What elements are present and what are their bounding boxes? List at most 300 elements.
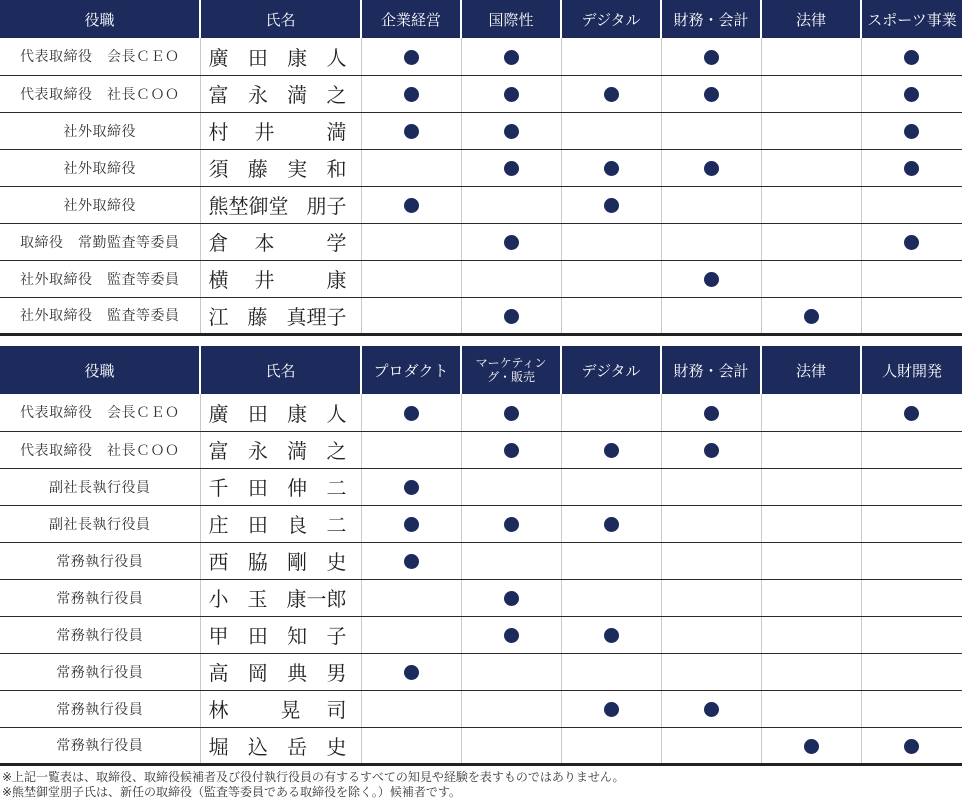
person-name	[209, 79, 347, 108]
name-part: 子	[326, 624, 347, 648]
header-skill: デジタル	[561, 346, 661, 394]
skill-cell	[361, 260, 461, 297]
table-row	[0, 690, 962, 727]
name-part: 江	[208, 304, 229, 329]
skill-cell	[461, 542, 561, 579]
skill-cell	[761, 38, 861, 75]
name-cell	[200, 186, 361, 223]
skill-dot-icon	[504, 443, 519, 458]
skill-cell	[361, 727, 461, 764]
name-part: 田	[247, 476, 268, 500]
role-cell: 社外取締役	[0, 112, 200, 149]
skill-dot-icon	[404, 554, 419, 569]
skill-cell	[861, 690, 962, 727]
skill-cell	[761, 542, 861, 579]
skill-dot-icon	[404, 50, 419, 65]
table-row	[0, 616, 962, 653]
name-cell	[200, 112, 361, 149]
table-row	[0, 112, 962, 149]
skill-dot-icon	[704, 443, 719, 458]
role-cell: 常務執行役員	[0, 616, 200, 653]
skill-dot-icon	[704, 406, 719, 421]
skill-dot-icon	[504, 517, 519, 532]
name-part: 真理子	[286, 304, 347, 329]
name-cell	[200, 223, 361, 260]
skill-cell	[461, 186, 561, 223]
skill-dot-icon	[404, 124, 419, 139]
skill-dot-icon	[604, 628, 619, 643]
table-row	[0, 505, 962, 542]
skill-dot-icon	[904, 235, 919, 250]
skill-cell	[661, 112, 761, 149]
role-cell: 常務執行役員	[0, 690, 200, 727]
skill-dot-icon	[704, 161, 719, 176]
table-row	[0, 727, 962, 764]
name-cell	[200, 394, 361, 431]
role-cell: 社外取締役	[0, 186, 200, 223]
footnotes	[2, 770, 625, 800]
name-part: 堀	[208, 734, 229, 759]
executive-skill-matrix-table	[0, 346, 962, 766]
name-part: 和	[326, 157, 347, 181]
skill-cell	[561, 505, 661, 542]
skill-cell	[661, 690, 761, 727]
role-cell: 常務執行役員	[0, 579, 200, 616]
skill-cell	[861, 542, 962, 579]
skill-cell	[761, 727, 861, 764]
skill-cell	[561, 653, 661, 690]
skill-cell	[761, 112, 861, 149]
name-part: 伸	[287, 476, 308, 500]
skill-dot-icon	[704, 272, 719, 287]
skill-cell	[861, 186, 962, 223]
role-cell: 副社長執行役員	[0, 468, 200, 505]
skill-cell	[761, 260, 861, 297]
skill-cell	[861, 579, 962, 616]
name-part: 高	[208, 661, 229, 685]
skill-cell	[561, 579, 661, 616]
skill-cell	[761, 75, 861, 112]
skill-cell	[761, 468, 861, 505]
table-row	[0, 186, 962, 223]
skill-cell	[861, 149, 962, 186]
skill-cell	[461, 38, 561, 75]
name-part: 二	[326, 476, 347, 500]
person-name	[209, 731, 347, 760]
name-part: 脇	[247, 550, 268, 574]
skill-cell	[561, 38, 661, 75]
name-cell	[200, 542, 361, 579]
person-name	[209, 398, 347, 427]
skill-cell	[461, 468, 561, 505]
skill-cell	[561, 297, 661, 334]
name-part: 満	[326, 120, 347, 144]
name-cell	[200, 690, 361, 727]
skill-cell	[361, 431, 461, 468]
name-part: 之	[326, 83, 347, 107]
name-part: 倉	[208, 231, 229, 255]
skill-cell	[661, 579, 761, 616]
person-name	[209, 583, 347, 612]
header-skill: マーケティング・販売	[461, 346, 561, 394]
skill-dot-icon	[604, 702, 619, 717]
skill-cell	[361, 394, 461, 431]
name-part: 千	[208, 476, 229, 500]
role-cell: 常務執行役員	[0, 653, 200, 690]
skill-cell	[861, 112, 962, 149]
name-cell	[200, 297, 361, 334]
skill-cell	[361, 653, 461, 690]
name-cell	[200, 616, 361, 653]
table-row	[0, 579, 962, 616]
name-cell	[200, 38, 361, 75]
role-cell: 代表取締役 会長ＣＥＯ	[0, 394, 200, 431]
skill-cell	[861, 431, 962, 468]
name-part: 熊埜御堂	[208, 194, 289, 218]
skill-cell	[861, 297, 962, 334]
skill-dot-icon	[404, 517, 419, 532]
name-part: 康	[326, 268, 347, 292]
skill-dot-icon	[604, 517, 619, 532]
skill-dot-icon	[504, 161, 519, 176]
skill-cell	[361, 75, 461, 112]
name-part: 永	[247, 83, 268, 107]
skill-cell	[761, 223, 861, 260]
skill-cell	[361, 690, 461, 727]
person-name	[209, 227, 347, 256]
name-part: 人	[326, 45, 347, 70]
table-row	[0, 431, 962, 468]
skill-dot-icon	[404, 480, 419, 495]
person-name	[209, 190, 347, 219]
skill-cell	[361, 38, 461, 75]
skill-cell	[661, 260, 761, 297]
table-row	[0, 38, 962, 75]
skill-dot-icon	[804, 309, 819, 324]
name-part: 田	[247, 45, 268, 70]
header-skill: 国際性	[461, 0, 561, 38]
table-body	[0, 394, 962, 764]
skill-cell	[361, 579, 461, 616]
table-row	[0, 149, 962, 186]
name-cell	[200, 579, 361, 616]
skill-dot-icon	[604, 87, 619, 102]
skill-cell	[461, 260, 561, 297]
name-part: 康	[287, 45, 308, 70]
name-part: 朋子	[306, 194, 347, 218]
name-part: 西	[208, 550, 229, 574]
skill-cell	[661, 468, 761, 505]
skill-cell	[461, 149, 561, 186]
skill-cell	[461, 394, 561, 431]
skill-cell	[761, 297, 861, 334]
skill-cell	[461, 653, 561, 690]
name-cell	[200, 260, 361, 297]
skill-cell	[561, 112, 661, 149]
skill-cell	[561, 394, 661, 431]
skill-cell	[661, 727, 761, 764]
table-body	[0, 38, 962, 334]
header-skill: 法律	[761, 0, 861, 38]
skill-cell	[461, 431, 561, 468]
name-part: 史	[326, 550, 347, 574]
skill-cell	[561, 260, 661, 297]
role-cell: 社外取締役	[0, 149, 200, 186]
skill-cell	[761, 394, 861, 431]
header-skill: 人財開発	[861, 346, 962, 394]
name-part: 富	[208, 439, 229, 463]
skill-dot-icon	[504, 309, 519, 324]
name-part: 満	[287, 83, 308, 107]
skill-cell	[561, 727, 661, 764]
skill-cell	[861, 223, 962, 260]
table-row	[0, 468, 962, 505]
skill-cell	[461, 75, 561, 112]
skill-dot-icon	[904, 87, 919, 102]
name-part: 田	[247, 513, 268, 537]
name-part: 剛	[287, 550, 308, 574]
skill-dot-icon	[504, 235, 519, 250]
skill-cell	[661, 186, 761, 223]
skill-dot-icon	[904, 161, 919, 176]
skill-cell	[561, 431, 661, 468]
skill-cell	[661, 505, 761, 542]
skill-dot-icon	[504, 591, 519, 606]
skill-cell	[561, 149, 661, 186]
skill-cell	[761, 579, 861, 616]
skill-cell	[361, 223, 461, 260]
name-part: 典	[287, 661, 308, 685]
skill-dot-icon	[404, 198, 419, 213]
skill-dot-icon	[504, 406, 519, 421]
name-part: 岳	[287, 734, 308, 759]
skill-cell	[861, 727, 962, 764]
skill-cell	[861, 616, 962, 653]
skill-cell	[461, 579, 561, 616]
table-header-row	[0, 346, 962, 394]
skill-cell	[761, 431, 861, 468]
name-cell	[200, 653, 361, 690]
name-part: 二	[326, 513, 347, 537]
skill-dot-icon	[704, 702, 719, 717]
name-part: 藤	[247, 157, 268, 181]
name-part: 井	[254, 268, 275, 292]
skill-cell	[361, 542, 461, 579]
skill-cell	[761, 690, 861, 727]
person-name	[209, 153, 347, 182]
role-cell: 常務執行役員	[0, 727, 200, 764]
skill-dot-icon	[904, 124, 919, 139]
role-cell: 常務執行役員	[0, 542, 200, 579]
skill-cell	[861, 505, 962, 542]
name-part: 田	[247, 401, 268, 426]
header-role: 役職	[0, 346, 200, 394]
skill-cell	[661, 297, 761, 334]
footnote: ※熊埜御堂朋子氏は、新任の取締役（監査等委員である取締役を除く。）候補者です。	[2, 785, 461, 799]
skill-cell	[761, 653, 861, 690]
skill-dot-icon	[404, 665, 419, 680]
skill-cell	[661, 223, 761, 260]
skill-cell	[761, 505, 861, 542]
name-part: 藤	[247, 304, 268, 329]
skill-cell	[861, 468, 962, 505]
skill-cell	[461, 297, 561, 334]
header-skill: 財務・会計	[661, 346, 761, 394]
name-cell	[200, 727, 361, 764]
name-part: 玉	[247, 587, 268, 611]
header-skill: プロダクト	[361, 346, 461, 394]
skill-dot-icon	[904, 50, 919, 65]
person-name	[209, 509, 347, 538]
skill-dot-icon	[504, 124, 519, 139]
name-part: 庄	[208, 513, 229, 537]
skill-cell	[361, 616, 461, 653]
name-cell	[200, 75, 361, 112]
skill-cell	[361, 505, 461, 542]
skill-cell	[661, 616, 761, 653]
name-part: 廣	[208, 45, 229, 70]
header-skill: 財務・会計	[661, 0, 761, 38]
skill-cell	[661, 653, 761, 690]
table-row	[0, 223, 962, 260]
skill-dot-icon	[904, 406, 919, 421]
header-role: 役職	[0, 0, 200, 38]
table-row	[0, 542, 962, 579]
name-part: 甲	[208, 624, 229, 648]
skill-dot-icon	[504, 50, 519, 65]
skill-cell	[661, 149, 761, 186]
name-part: 林	[208, 698, 229, 722]
skill-dot-icon	[504, 628, 519, 643]
role-cell: 社外取締役 監査等委員	[0, 297, 200, 334]
footnote: ※上記一覧表は、取締役、取締役候補者及び役付執行役員の有するすべての知見や経験を表すものではありません。	[2, 770, 625, 784]
name-part: 満	[287, 439, 308, 463]
person-name	[209, 657, 347, 686]
person-name	[209, 694, 347, 723]
person-name	[209, 264, 347, 293]
header-skill: 企業経営	[361, 0, 461, 38]
skill-cell	[361, 112, 461, 149]
skill-cell	[761, 616, 861, 653]
skill-dot-icon	[804, 739, 819, 754]
table-row	[0, 653, 962, 690]
role-cell: 副社長執行役員	[0, 505, 200, 542]
person-name	[209, 546, 347, 575]
person-name	[209, 472, 347, 501]
skill-cell	[361, 297, 461, 334]
role-cell: 代表取締役 会長ＣＥＯ	[0, 38, 200, 75]
header-name: 氏名	[200, 346, 361, 394]
name-part: 横	[208, 268, 229, 292]
name-cell	[200, 149, 361, 186]
skill-cell	[661, 75, 761, 112]
header-name: 氏名	[200, 0, 361, 38]
skill-dot-icon	[404, 87, 419, 102]
name-part: 学	[326, 231, 347, 255]
name-part: 晃	[280, 698, 301, 722]
skill-cell	[561, 223, 661, 260]
skill-dot-icon	[604, 443, 619, 458]
name-cell	[200, 505, 361, 542]
skill-dot-icon	[704, 87, 719, 102]
skill-cell	[861, 260, 962, 297]
header-skill: 法律	[761, 346, 861, 394]
skill-dot-icon	[504, 87, 519, 102]
skill-dot-icon	[904, 739, 919, 754]
skill-cell	[461, 505, 561, 542]
skill-cell	[861, 653, 962, 690]
person-name	[209, 301, 347, 330]
skill-cell	[661, 431, 761, 468]
skill-cell	[861, 38, 962, 75]
skill-cell	[461, 727, 561, 764]
name-part: 村	[208, 120, 229, 144]
header-skill: スポーツ事業	[861, 0, 962, 38]
name-part: 富	[208, 83, 229, 107]
skill-cell	[461, 223, 561, 260]
name-part: 実	[287, 157, 308, 181]
name-part: 井	[254, 120, 275, 144]
skill-cell	[561, 690, 661, 727]
name-part: 康一郎	[286, 587, 347, 611]
name-part: 小	[208, 587, 229, 611]
person-name	[209, 116, 347, 145]
skill-cell	[561, 468, 661, 505]
skill-cell	[861, 75, 962, 112]
table-row	[0, 260, 962, 297]
role-cell: 代表取締役 社長ＣＯＯ	[0, 431, 200, 468]
person-name	[209, 620, 347, 649]
name-part: 司	[326, 698, 347, 722]
skill-cell	[361, 186, 461, 223]
skill-cell	[561, 542, 661, 579]
skill-cell	[761, 186, 861, 223]
skill-cell	[661, 394, 761, 431]
table-row	[0, 75, 962, 112]
name-cell	[200, 468, 361, 505]
skill-dot-icon	[604, 198, 619, 213]
skill-cell	[361, 149, 461, 186]
skill-cell	[661, 542, 761, 579]
role-cell: 取締役 常勤監査等委員	[0, 223, 200, 260]
skill-cell	[461, 112, 561, 149]
skill-dot-icon	[604, 161, 619, 176]
role-cell: 社外取締役 監査等委員	[0, 260, 200, 297]
person-name	[209, 435, 347, 464]
skill-cell	[661, 38, 761, 75]
skill-cell	[561, 75, 661, 112]
table-header-row	[0, 0, 962, 38]
name-part: 岡	[247, 661, 268, 685]
name-part: 込	[247, 734, 268, 759]
name-part: 康	[287, 401, 308, 426]
name-part: 本	[254, 231, 275, 255]
person-name	[209, 42, 347, 71]
role-cell: 代表取締役 社長ＣＯＯ	[0, 75, 200, 112]
skill-cell	[561, 186, 661, 223]
name-part: 良	[287, 513, 308, 537]
header-skill: デジタル	[561, 0, 661, 38]
name-part: 史	[326, 734, 347, 759]
skill-cell	[461, 616, 561, 653]
skill-dot-icon	[404, 406, 419, 421]
name-part: 知	[287, 624, 308, 648]
name-part: 之	[326, 439, 347, 463]
skill-cell	[361, 468, 461, 505]
board-skill-matrix-table	[0, 0, 962, 336]
name-part: 男	[326, 661, 347, 685]
name-part: 田	[247, 624, 268, 648]
